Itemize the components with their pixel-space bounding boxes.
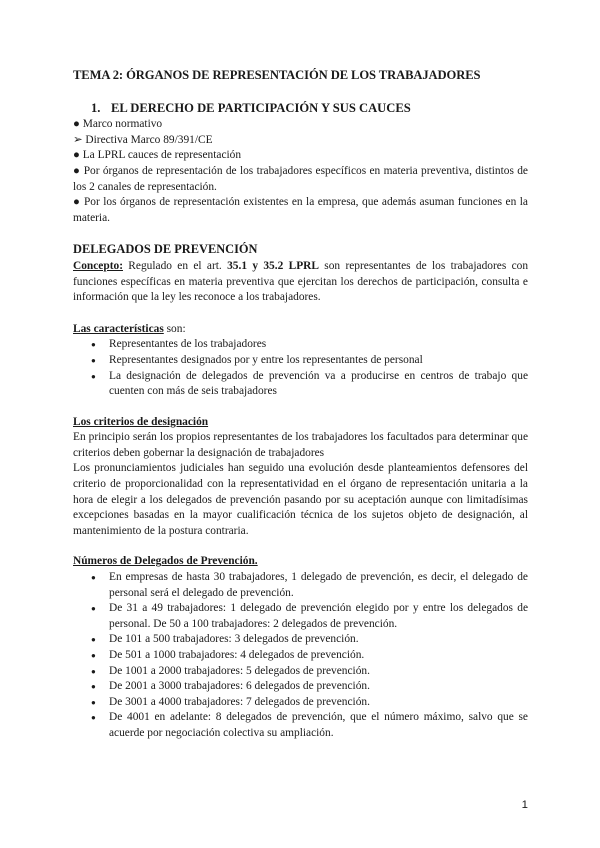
section-line: ● La LPRL cauces de representación [73, 149, 242, 162]
list-item: ● Representantes de los trabajadores [109, 337, 528, 353]
concepto-article: 35.1 y 35.2 LPRL [227, 259, 319, 272]
caracteristicas-suffix: son: [163, 322, 186, 335]
caracteristicas-label: Las características [73, 322, 164, 335]
numeros-list [73, 570, 528, 742]
list-item: ● De 2001 a 3000 trabajadores: 6 delegados de prevención. [109, 679, 528, 695]
delegados-heading: DELEGADOS DE PREVENCIÓN [73, 242, 258, 257]
numeros-label: Números de Delegados de Prevención. [73, 555, 258, 568]
list-item: ● De 101 a 500 trabajadores: 3 delegados de prevención. [109, 632, 528, 648]
concepto-text-rest: son representantes de los trabajadores con funciones específicas en materia preventiva que ejercitan los derechos de participación, consulta e información que la ley les reconoce a los trabajadores. [73, 259, 529, 304]
list-item: ● De 4001 en adelante: 8 delegados de prevención, que el número máximo, salvo que se acuerde por negociación colectiva su ampliación. [109, 710, 528, 741]
section-heading-text: EL DERECHO DE PARTICIPACIÓN Y SUS CAUCES [111, 100, 411, 115]
criterios-heading [73, 415, 528, 431]
section-line: ● Por los órganos de representación existentes en la empresa, que además asuman funciones en la materia. [73, 196, 528, 224]
list-item: ● Representantes designados por y entre los representantes de personal [109, 353, 528, 369]
list-item: ● De 501 a 1000 trabajadores: 4 delegados de prevención. [109, 648, 528, 664]
page-number: 1 [521, 799, 528, 811]
concepto-text: Regulado en el art. [122, 259, 228, 272]
numeros-heading [73, 554, 528, 570]
list-item: ● En empresas de hasta 30 trabajadores, 1 delegado de prevención, es decir, el delegado de personal será el delegado de prevención. [109, 570, 528, 601]
criterios-paragraph-1: En principio serán los propios representantes de los trabajadores los facultados para determinar que criterios deben gobernar la designación de trabajadores [73, 431, 528, 459]
concepto-paragraph [73, 259, 528, 306]
document-page [73, 68, 528, 742]
concepto-label: Concepto: [73, 259, 123, 272]
section-number: 1. [91, 100, 101, 115]
caracteristicas-intro [73, 322, 528, 338]
section-heading [91, 101, 528, 117]
list-item: ● De 1001 a 2000 trabajadores: 5 delegados de prevención. [109, 664, 528, 680]
section-line: ● Marco normativo [73, 118, 163, 131]
caracteristicas-list [73, 337, 528, 399]
list-item: ● De 3001 a 4000 trabajadores: 7 delegados de prevención. [109, 695, 528, 711]
document-title: TEMA 2: ÓRGANOS DE REPRESENTACIÓN DE LOS TRABAJADORES [73, 68, 481, 82]
criterios-paragraph-2: Los pronunciamientos judiciales han seguido una evolución desde planteamientos defensores del criterio de proporcionalidad con la representatividad en el órgano de representación unitaria a la hora de elegir a los delegados de prevención pasando por su aceptación aunque con limitadísimas excepciones basadas en la mayor cualificación técnica de los sujetos objeto de designación, al mantenimiento de la postura contraria. [73, 462, 528, 537]
section-line: ● Por órganos de representación de los trabajadores específicos en materia preventiva, distintos de los 2 canales de representación. [73, 164, 528, 193]
criterios-label: Los criterios de designación [73, 415, 209, 428]
section-line: ➢ Directiva Marco 89/391/CE [73, 133, 213, 146]
list-item: ● De 31 a 49 trabajadores: 1 delegado de prevención elegido por y entre los delegados de personal. De 50 a 100 trabajadores: 2 delegados de prevención. [109, 601, 528, 632]
list-item: ● La designación de delegados de prevención va a producirse en centros de trabajo que cuenten con más de seis trabajadores [109, 369, 528, 400]
